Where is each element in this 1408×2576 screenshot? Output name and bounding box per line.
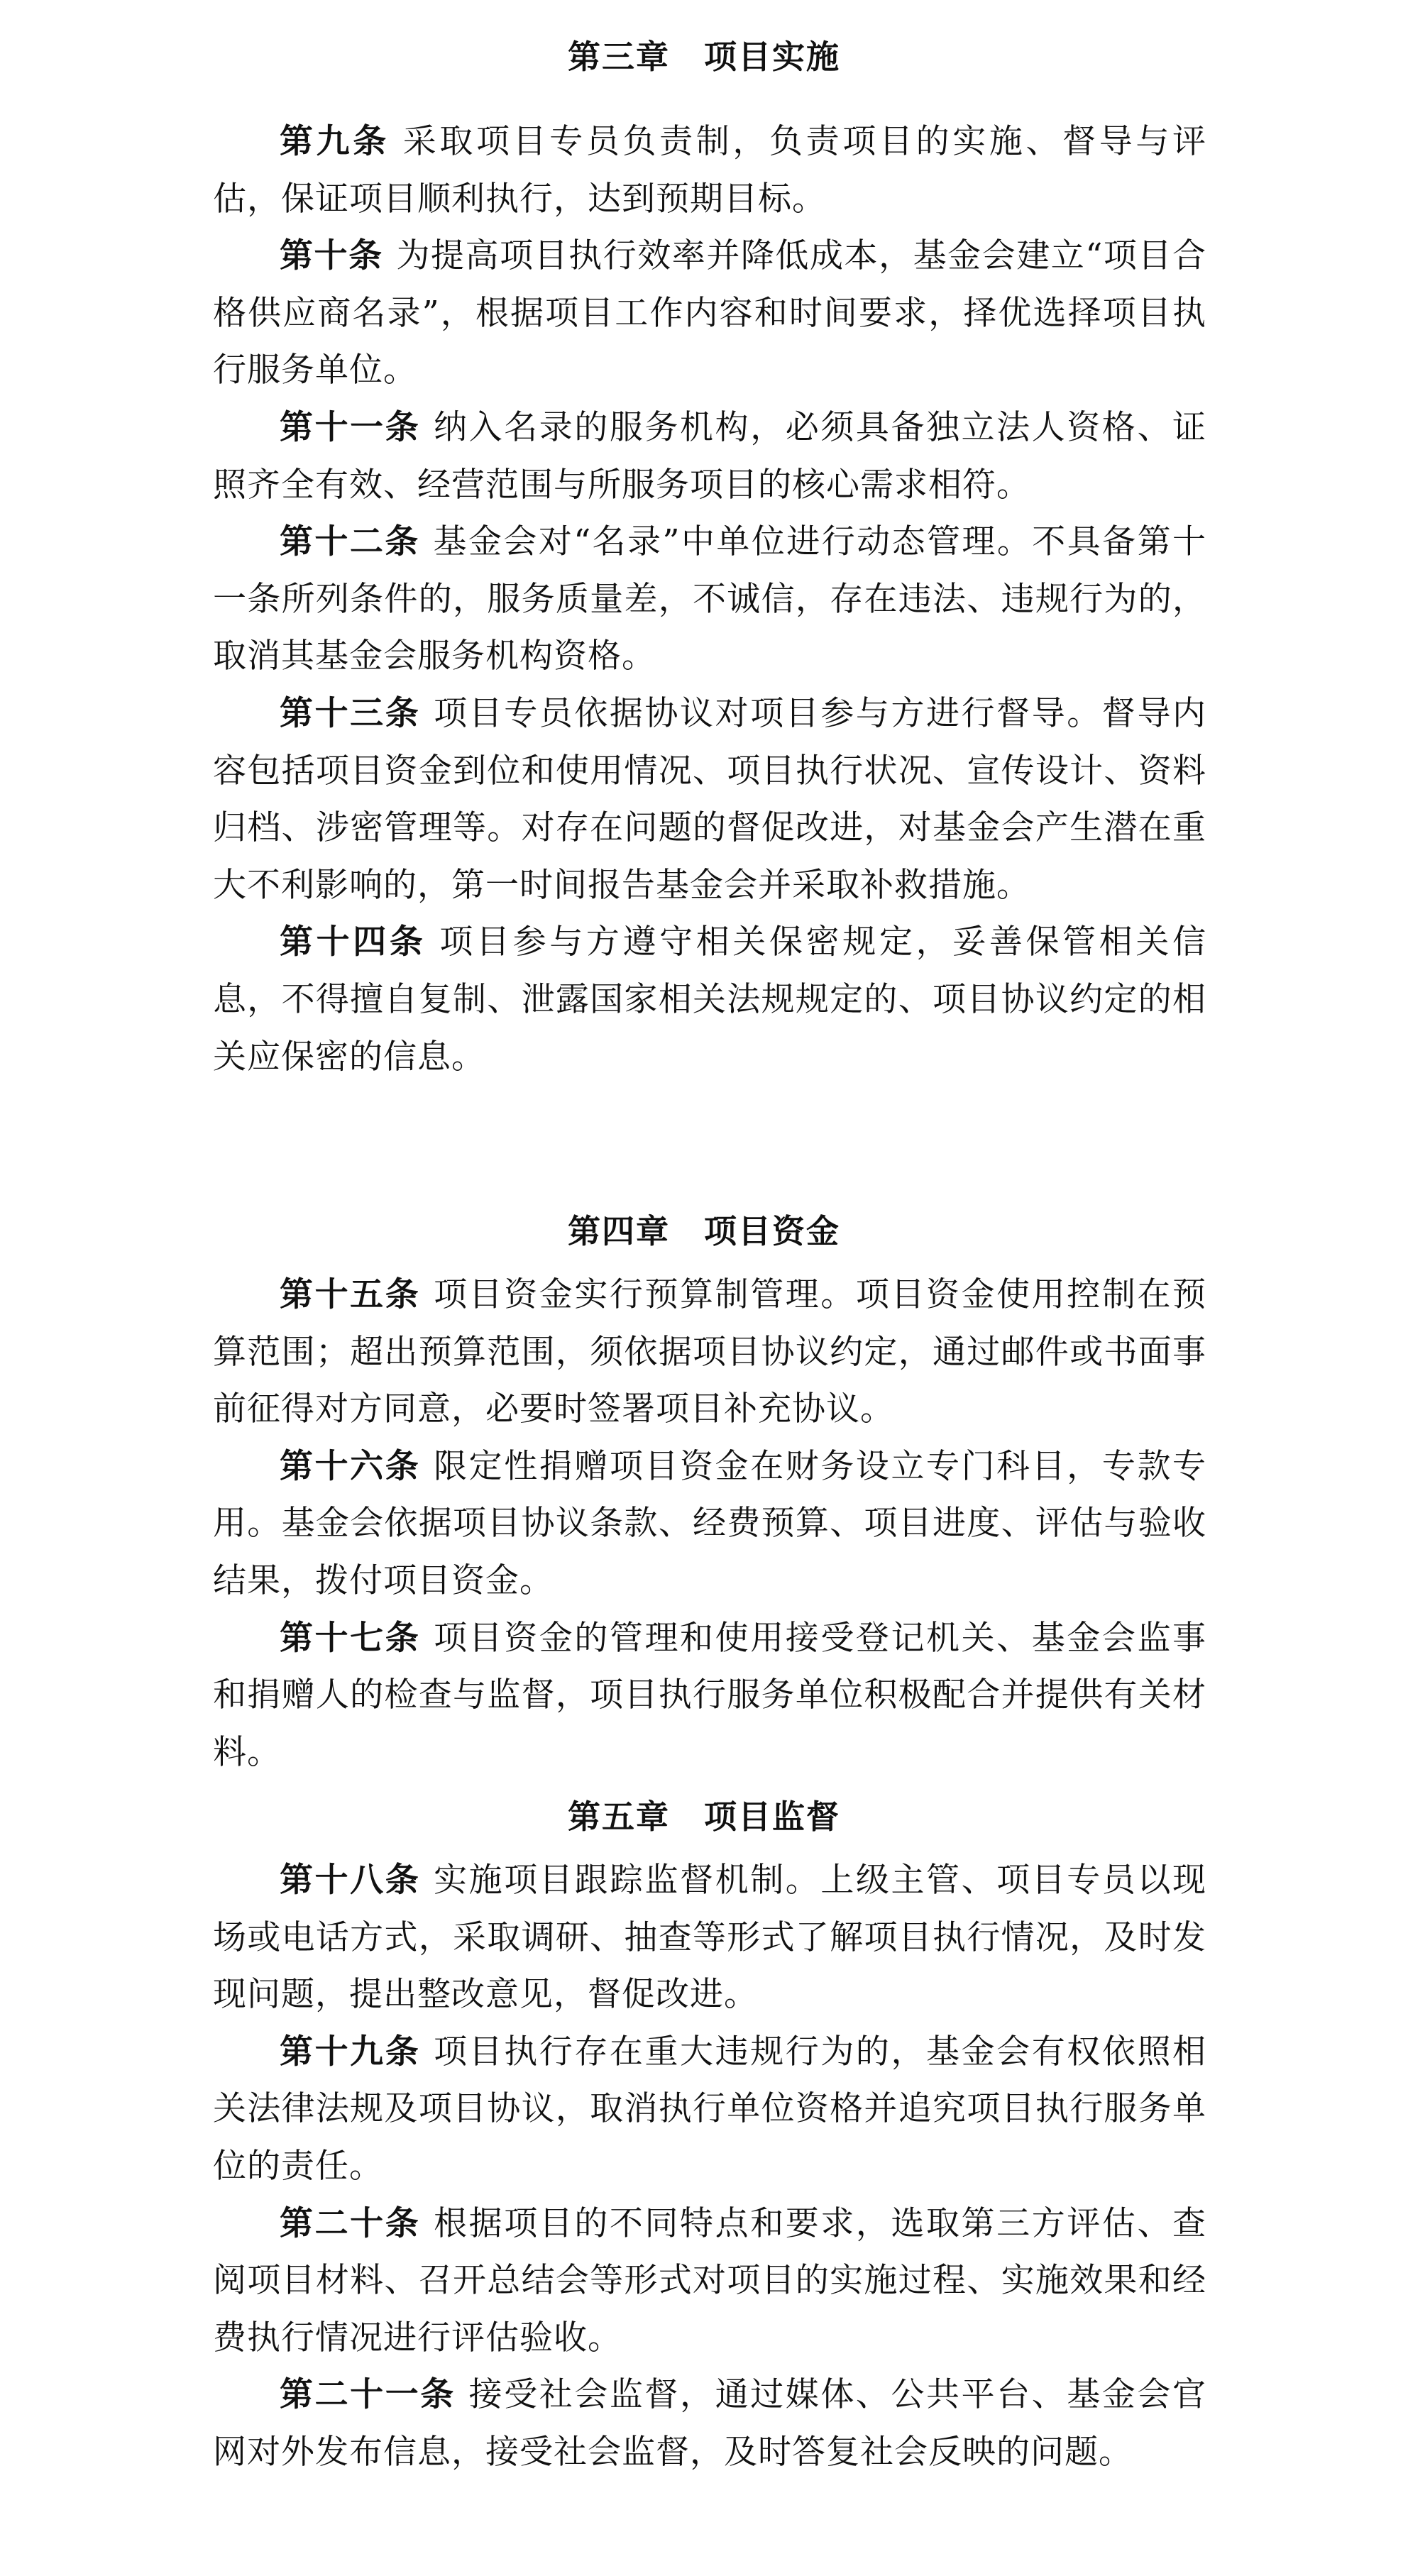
article-number: 第二十一条 [280, 2375, 456, 2415]
chapter-title: 第五章 项目监督 [568, 1798, 840, 1836]
article-text: 项目参与方遵守相关保密规定，妥善保管相关信息，不得擅自复制、泄露国家相关法规规定的、项目协议约定的相关应保密的信息。 [213, 923, 1207, 1077]
article [213, 1852, 1206, 2024]
article [213, 228, 1206, 400]
article-number: 第二十条 [280, 2203, 421, 2243]
article-number: 第十一条 [280, 407, 421, 447]
article-number: 第十三条 [280, 693, 421, 733]
article [213, 400, 1206, 514]
article-number: 第十八条 [280, 1861, 421, 1900]
article [213, 1610, 1206, 1782]
chapter-title: 第四章 项目资金 [568, 1212, 840, 1250]
article-text: 实施项目跟踪监督机制。上级主管、项目专员以现场或电话方式，采取调研、抽查等形式了解项目执行情况，及时发现问题，提出整改意见，督促改进。 [213, 1861, 1207, 2015]
chapter-body [213, 114, 1206, 1086]
article-text: 项目资金的管理和使用接受登记机关、基金会监事和捐赠人的检查与监督，项目执行服务单位积极配合并提供有关材料。 [213, 1618, 1207, 1772]
article-text: 项目执行存在重大违规行为的，基金会有权依照相关法律法规及项目协议，取消执行单位资格并追究项目执行服务单位的责任。 [213, 2032, 1207, 2186]
article [213, 2367, 1206, 2481]
article-text: 接受社会监督，通过媒体、公共平台、基金会官网对外发布信息，接受社会监督，及时答复社会反映的问题。 [213, 2375, 1207, 2472]
article-number: 第十七条 [280, 1618, 421, 1658]
article-text: 为提高项目执行效率并降低成本，基金会建立“项目合格供应商名录”，根据项目工作内容和时间要求，择优选择项目执行服务单位。 [213, 236, 1207, 390]
chapter-body [213, 1852, 1206, 2482]
article-text: 项目资金实行预算制管理。项目资金使用控制在预算范围；超出预算范围，须依据项目协议约定，通过邮件或书面事前征得对方同意，必要时签署项目补充协议。 [213, 1275, 1207, 1429]
article [213, 1438, 1206, 1610]
article [213, 2024, 1206, 2196]
article-number: 第十六条 [280, 1446, 421, 1486]
article [213, 1267, 1206, 1438]
article-text: 限定性捐赠项目资金在财务设立专门科目，专款专用。基金会依据项目协议条款、经费预算、项目进度、评估与验收结果，拨付项目资金。 [213, 1446, 1207, 1600]
article [213, 686, 1206, 914]
article-text: 采取项目专员负责制，负责项目的实施、督导与评估，保证项目顺利执行，达到预期目标。 [213, 122, 1207, 219]
article-number: 第十条 [280, 236, 383, 276]
article-text: 纳入名录的服务机构，必须具备独立法人资格、证照齐全有效、经营范围与所服务项目的核心需求相符。 [213, 407, 1207, 505]
article [213, 514, 1206, 686]
article-text: 基金会对“名录”中单位进行动态管理。不具备第十一条所列条件的，服务质量差，不诚信，存在违法、违规行为的，取消其基金会服务机构资格。 [213, 522, 1206, 676]
article-text: 项目专员依据协议对项目参与方进行督导。督导内容包括项目资金到位和使用情况、项目执行状况、宣传设计、资料归档、涉密管理等。对存在问题的督促改进，对基金会产生潜在重大不利影响的，第一时间报告基金会并采取补救措施。 [213, 693, 1207, 905]
article [213, 914, 1206, 1086]
chapter-title: 第三章 项目实施 [568, 38, 840, 76]
article-number: 第十二条 [280, 522, 420, 562]
article-text: 根据项目的不同特点和要求，选取第三方评估、查阅项目材料、召开总结会等形式对项目的实施过程、实施效果和经费执行情况进行评估验收。 [213, 2203, 1207, 2357]
article-number: 第十四条 [280, 923, 427, 962]
article [213, 114, 1206, 228]
article-number: 第十九条 [280, 2032, 421, 2071]
article [213, 2196, 1206, 2367]
article-number: 第十五条 [280, 1275, 421, 1314]
article-number: 第九条 [280, 122, 390, 161]
chapter-body [213, 1267, 1206, 1781]
